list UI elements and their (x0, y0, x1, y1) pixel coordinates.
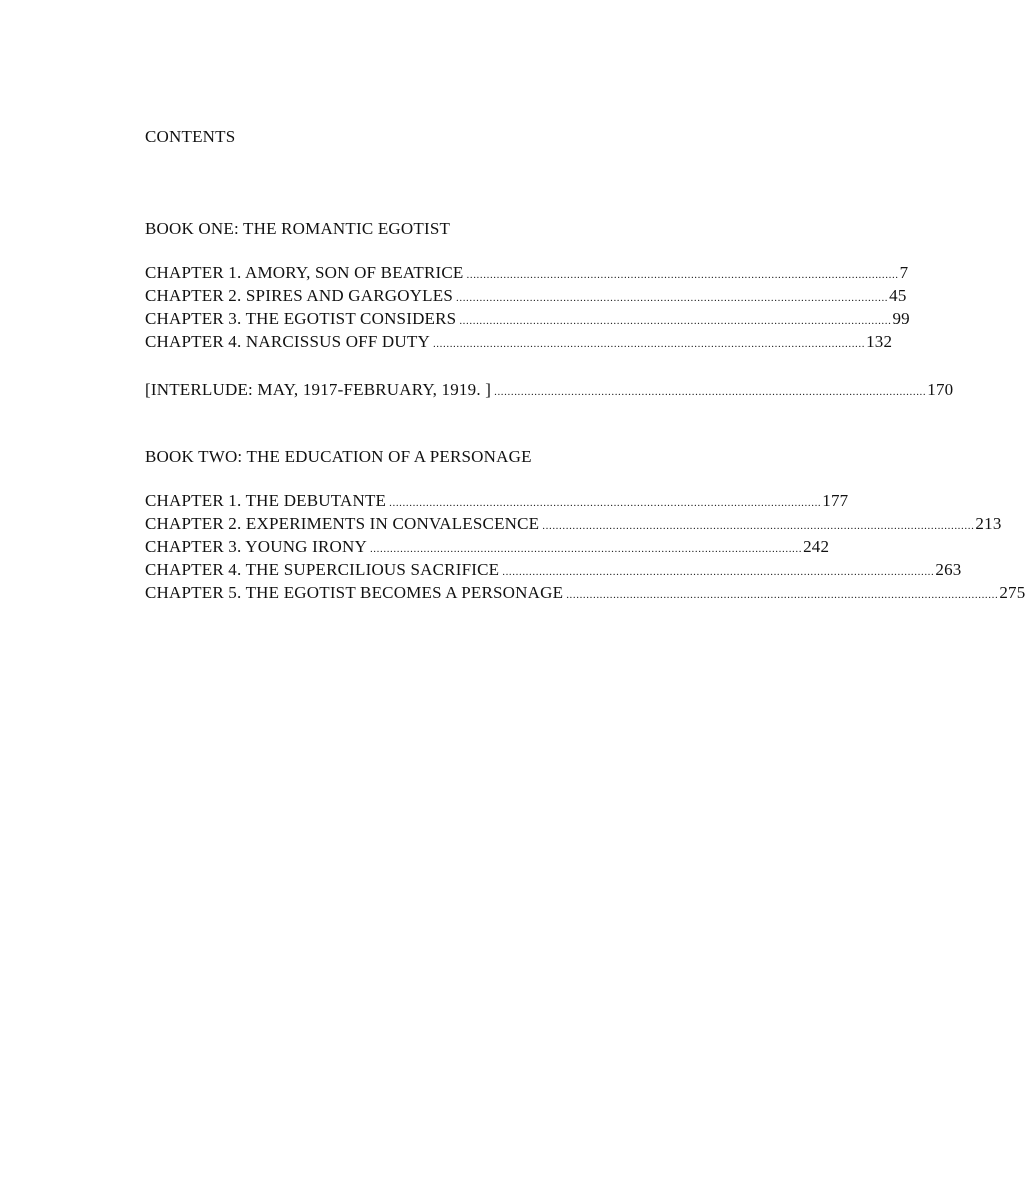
toc-entry-page: 177 (822, 491, 849, 510)
dot-leader: ................................................................................................................................. (502, 566, 935, 578)
toc-entry-book1-ch2[interactable] (145, 285, 907, 306)
toc-entry-label: CHAPTER 3. YOUNG IRONY (145, 537, 367, 556)
toc-entry-page: 170 (927, 380, 954, 399)
toc-entry-label: CHAPTER 5. THE EGOTIST BECOMES A PERSONAGE (145, 583, 564, 602)
toc-entry-book1-ch4[interactable] (145, 331, 893, 352)
toc-entry-label: CHAPTER 3. THE EGOTIST CONSIDERS (145, 309, 457, 328)
toc-entry-book2-ch1[interactable] (145, 490, 849, 511)
dot-leader: ................................................................................................................................. (566, 589, 999, 601)
toc-entry-label: CHAPTER 1. AMORY, SON OF BEATRICE (145, 263, 464, 282)
toc-entry-book2-ch2[interactable] (145, 513, 1002, 534)
dot-leader: ................................................................................................................................. (459, 315, 892, 327)
book-two-heading: BOOK TWO: THE EDUCATION OF A PERSONAGE (145, 447, 532, 466)
toc-entry-page: 213 (975, 514, 1002, 533)
toc-entry-page: 132 (866, 332, 893, 351)
toc-entry-book1-ch3[interactable] (145, 308, 910, 329)
toc-entry-page: 242 (803, 537, 830, 556)
toc-entry-book2-ch5[interactable] (145, 582, 1025, 603)
dot-leader: ................................................................................................................................. (494, 386, 927, 398)
toc-entry-page: 45 (889, 286, 907, 305)
toc-entry-interlude[interactable] (145, 379, 954, 400)
dot-leader: ................................................................................................................................. (369, 543, 803, 555)
toc-entry-label: CHAPTER 2. SPIRES AND GARGOYLES (145, 286, 453, 305)
toc-entry-label: CHAPTER 2. EXPERIMENTS IN CONVALESCENCE (145, 514, 540, 533)
toc-entry-label: CHAPTER 4. THE SUPERCILIOUS SACRIFICE (145, 560, 500, 579)
toc-entry-page: 7 (899, 263, 909, 282)
toc-entry-page: 275 (999, 583, 1025, 602)
dot-leader: ................................................................................................................................. (466, 269, 899, 281)
book-one-heading: BOOK ONE: THE ROMANTIC EGOTIST (145, 219, 451, 238)
toc-entry-book2-ch4[interactable] (145, 559, 962, 580)
toc-entry-label: CHAPTER 1. THE DEBUTANTE (145, 491, 387, 510)
dot-leader: ................................................................................................................................. (432, 338, 866, 350)
toc-entry-page: 263 (935, 560, 962, 579)
dot-leader: ................................................................................................................................. (456, 292, 889, 304)
dot-leader: ................................................................................................................................. (389, 497, 822, 509)
toc-entry-book2-ch3[interactable] (145, 536, 830, 557)
toc-entry-label: CHAPTER 4. NARCISSUS OFF DUTY (145, 332, 430, 351)
toc-entry-label: [INTERLUDE: MAY, 1917-FEBRUARY, 1919. ] (145, 380, 492, 399)
toc-entry-book1-ch1[interactable] (145, 262, 909, 283)
dot-leader: ................................................................................................................................. (542, 520, 975, 532)
page-title: CONTENTS (145, 127, 236, 146)
toc-entry-page: 99 (892, 309, 910, 328)
